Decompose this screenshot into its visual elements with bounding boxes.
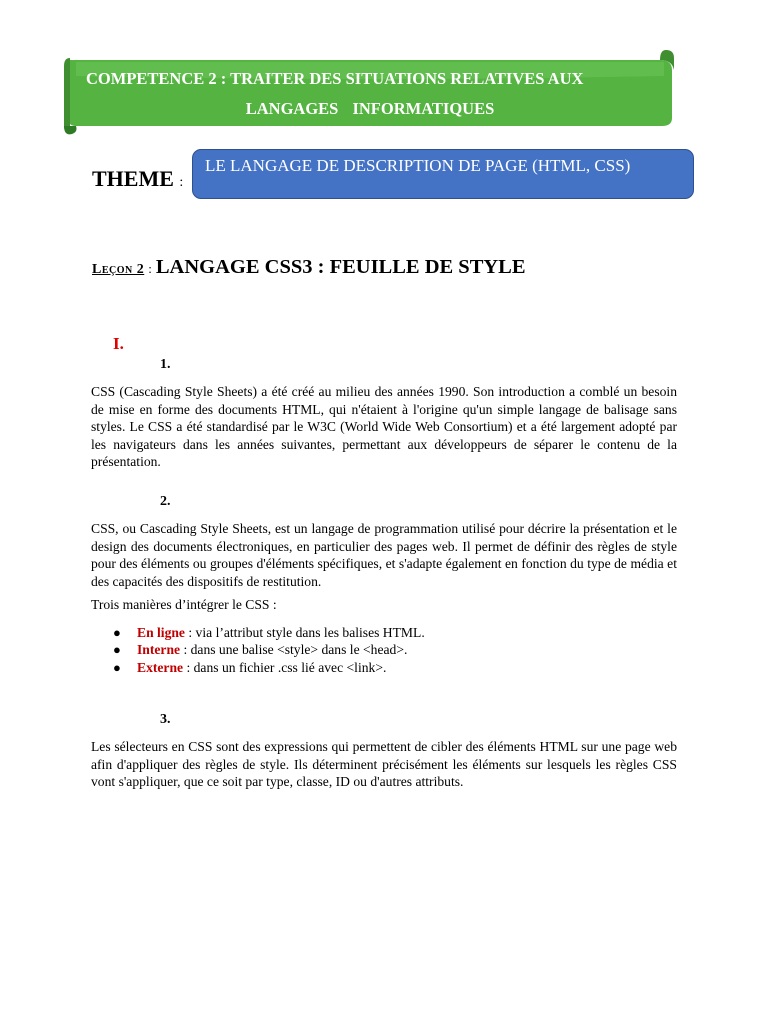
- lesson-colon: :: [148, 261, 152, 276]
- banner-line-1: COMPETENCE 2 : TRAITER DES SITUATIONS RELATIVES AUX: [86, 69, 584, 88]
- list-item: [113, 624, 673, 641]
- paragraph-integration-intro: Trois manières d’intégrer le CSS :: [91, 597, 277, 612]
- lesson-title: LANGAGE CSS3 : FEUILLE DE STYLE: [155, 256, 526, 278]
- method-description: : via l’attribut style dans les balises HTML.: [184, 625, 425, 640]
- paragraph-definition: CSS, ou Cascading Style Sheets, est un langage de programmation utilisé pour décrire la présentation et le design des documents électroniques, en particulier des pages web. Il permet de définir des règles de style pour des éléments ou groupes d'éléments spécifiques, et s'adapte également en fonction du type de média et des capacités des dispositifs de restitution.: [91, 521, 677, 589]
- list-item: [113, 659, 673, 676]
- list-item: [113, 641, 673, 658]
- paragraph-selectors: Les sélecteurs en CSS sont des expressions qui permettent de cibler des éléments HTML sur une page web afin d'appliquer des règles de style. Ils déterminent précisément les éléments sur lesquels les règles CSS vont s'appliquer, que ce soit par type, classe, ID ou d'autres attributs.: [91, 739, 677, 790]
- subsection-number-1: 1.: [160, 357, 171, 372]
- theme-label: THEME: [92, 166, 174, 191]
- subsection-number-2: 2.: [160, 494, 171, 509]
- subsection-number-3: 3.: [160, 712, 171, 727]
- method-keyword: En ligne: [137, 625, 185, 640]
- theme-value: LE LANGAGE DE DESCRIPTION DE PAGE (HTML, CSS): [205, 156, 631, 175]
- method-keyword: Externe: [137, 659, 184, 675]
- integration-methods-list: [113, 624, 673, 676]
- banner-line-2: LANGAGES INFORMATIQUES: [245, 99, 495, 118]
- competence-banner: [60, 46, 678, 136]
- bullet-icon: ●: [113, 659, 121, 675]
- theme-colon: :: [179, 175, 184, 190]
- method-description: : dans un fichier .css lié avec <link>.: [183, 659, 387, 675]
- bullet-icon: ●: [113, 625, 121, 640]
- theme-box: [192, 149, 694, 199]
- paragraph-history: CSS (Cascading Style Sheets) a été créé au milieu des années 1990. Son introduction a comblé un besoin de mise en forme des documents HTML, qui n'étaient à l'origine qu'un simple langage de balisage sans styles. Le CSS a été standardisé par le W3C (World Wide Web Consortium) et a été largement adopté par les navigateurs dans les années suivantes, permettant aux développeurs de séparer le contenu de la présentation.: [91, 384, 677, 470]
- method-description: : dans une balise <style> dans le <head>.: [180, 642, 408, 658]
- section-roman-numeral: I.: [113, 334, 124, 353]
- bullet-icon: ●: [113, 642, 121, 658]
- lesson-heading: [92, 256, 526, 279]
- theme-label-group: [92, 166, 183, 192]
- lesson-label: Leçon 2: [92, 262, 145, 277]
- method-keyword: Interne: [137, 642, 181, 658]
